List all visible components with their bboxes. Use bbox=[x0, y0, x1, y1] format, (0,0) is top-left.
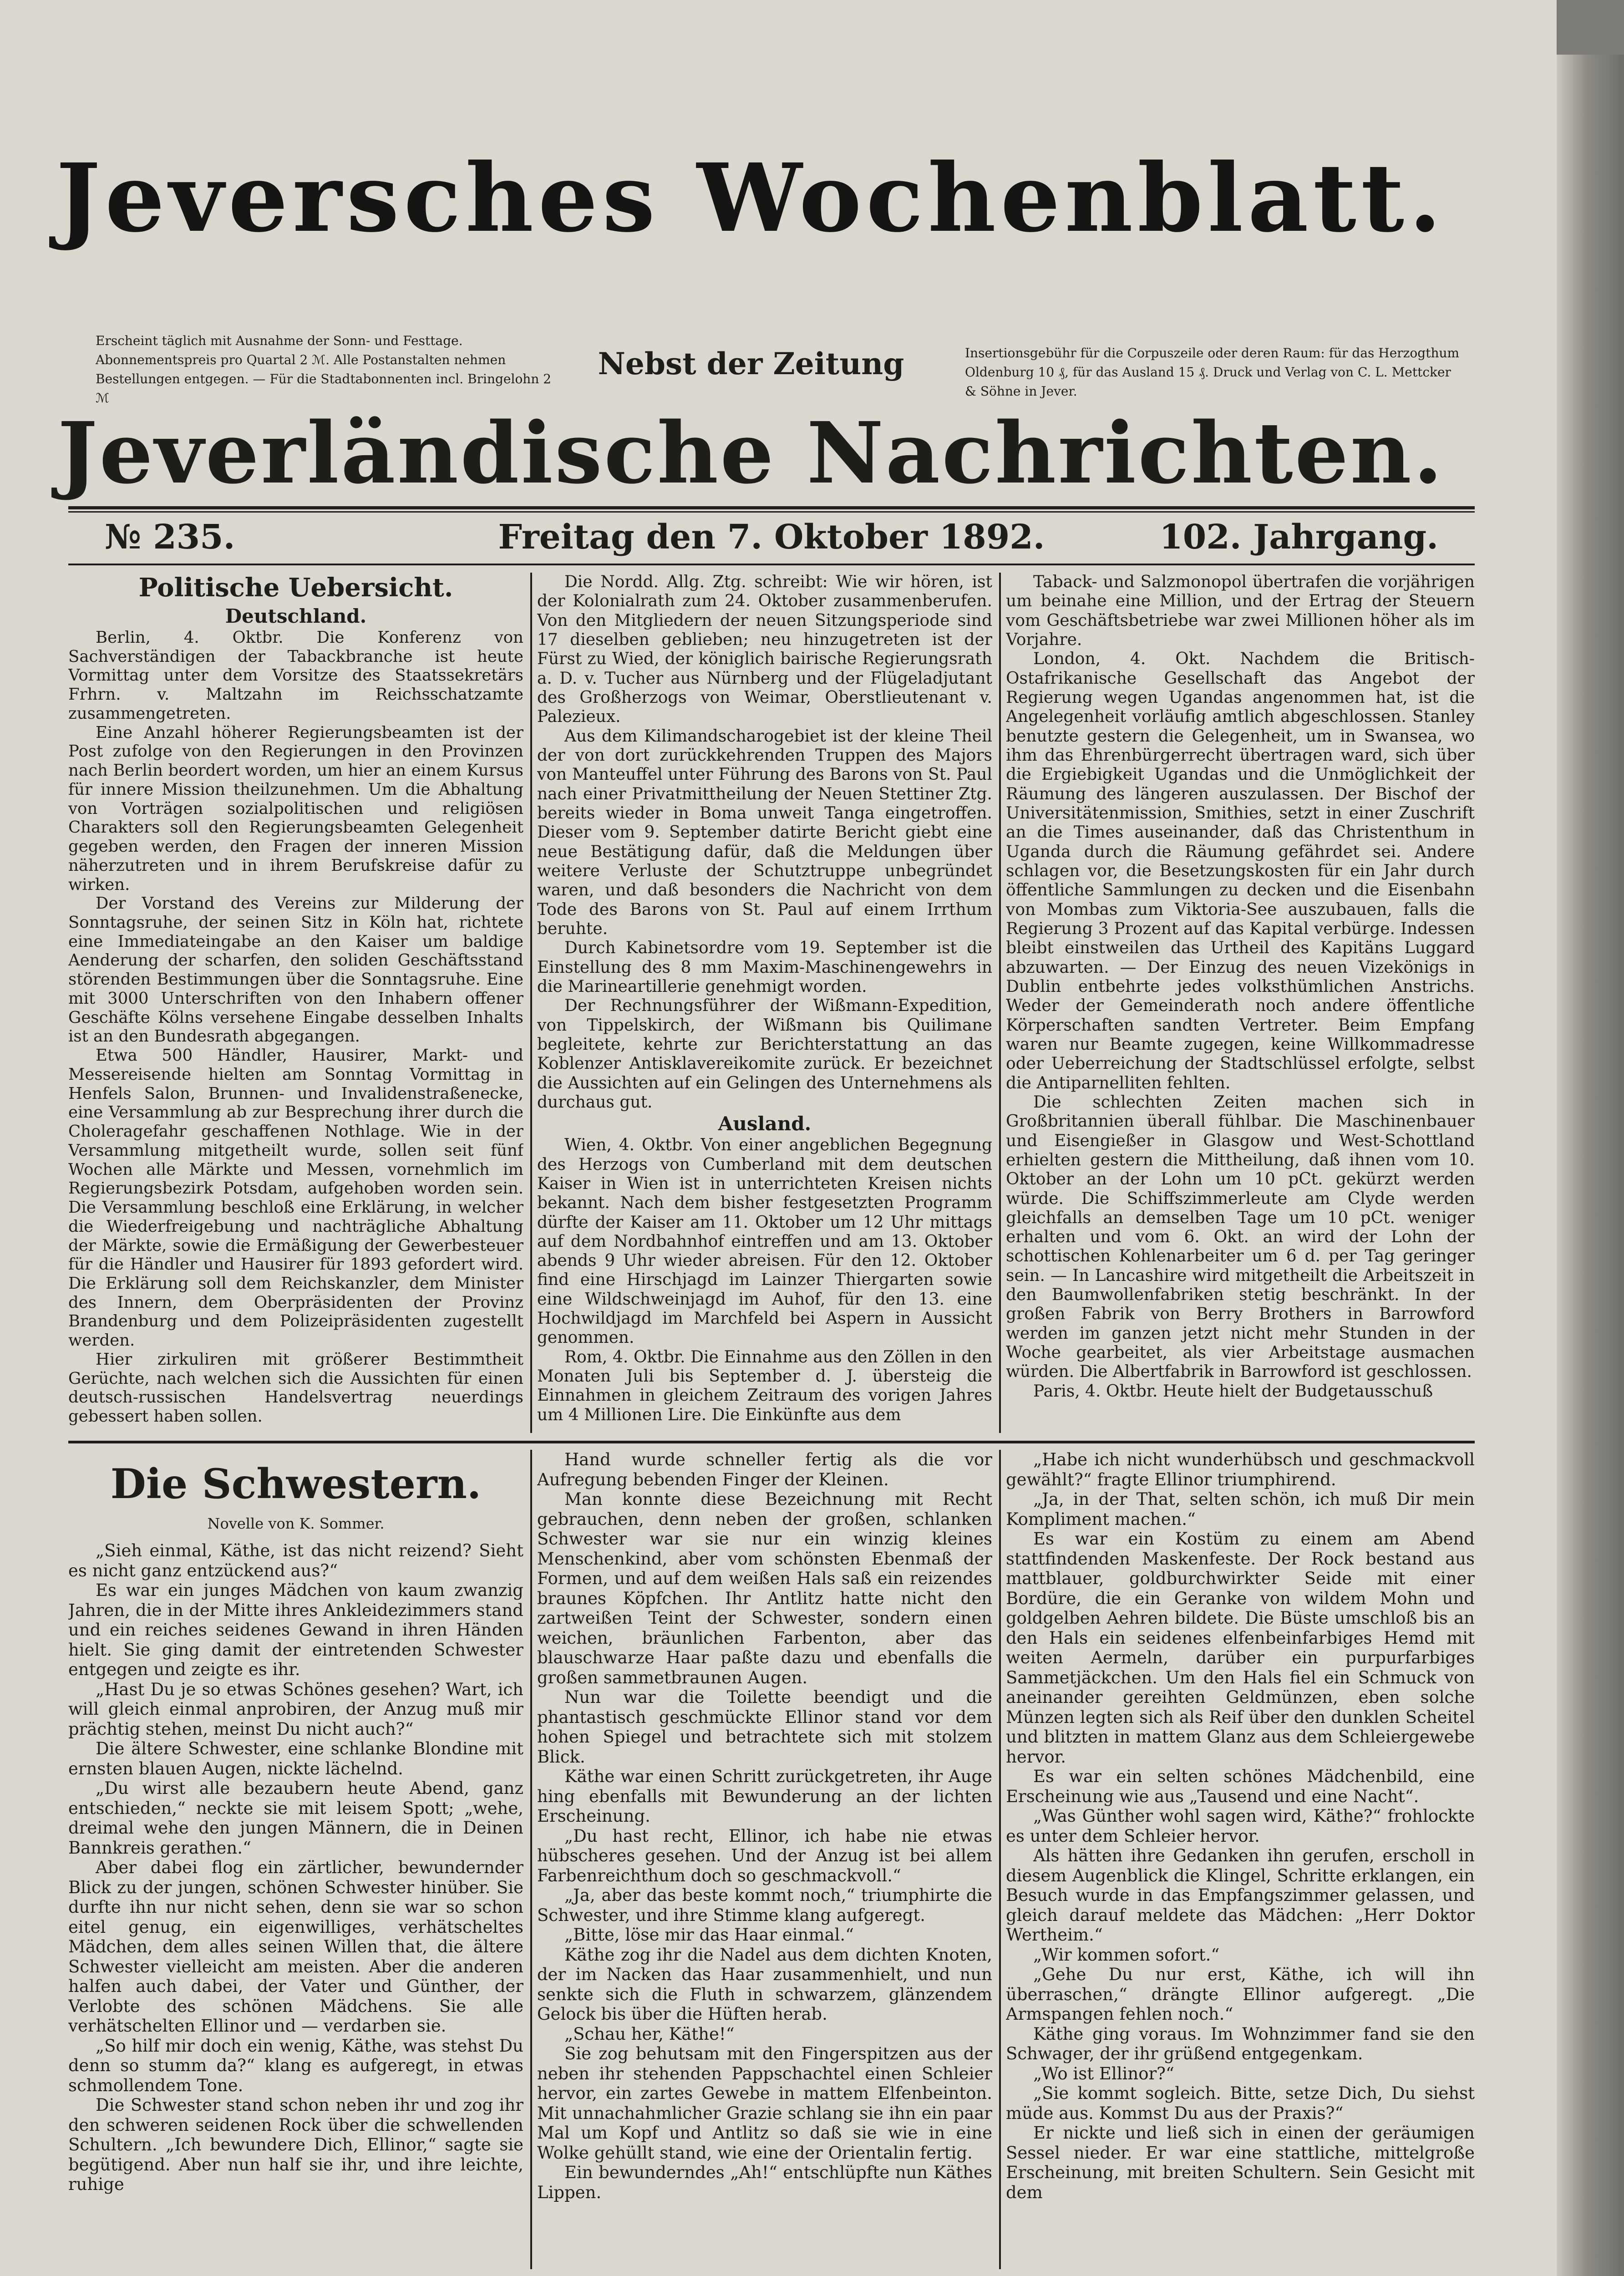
novel-paragraph: Hand wurde schneller fertig als die vor Aufregung bebenden Finger der Kleinen. bbox=[537, 1450, 992, 1489]
rule-dateline-bottom bbox=[68, 564, 1475, 565]
news-paragraph: Berlin, 4. Oktbr. Die Konferenz von Sachverständigen der Tabackbranche ist heute Vormittag unter dem Vorsitze des Staatssekretärs Frhrn. v. Maltzahn im Reichsschatzamte zusammengetreten. bbox=[68, 628, 523, 723]
novel-paragraph: Nun war die Toilette beendigt und die phantastisch geschmückte Ellinor stand vor dem hohen Spiegel und betrachtete sich mit stolzem Blick. bbox=[537, 1687, 992, 1767]
news-paragraph: Der Vorstand des Vereins zur Milderung der Sonntagsruhe, der seinen Sitz in Köln hat, richtete eine Immediateingabe an den Kaiser um baldige Aenderung der scharfen, den soliden Geschäftsstand störenden Bestimmungen über die Sonntagsruhe. Eine mit 3000 Unterschriften von den Inhabern offener Geschäfte Kölns versehene Eingabe desselben Inhalts ist an den Bundesrath abgegangen. bbox=[68, 894, 523, 1046]
dateline bbox=[68, 512, 1475, 562]
novel-paragraph: Er nickte und ließ sich in einen der geräumigen Sessel nieder. Er war eine stattliche, mittelgroße Erscheinung, mit breiten Schultern. Sein Gesicht mit dem bbox=[1006, 2123, 1475, 2202]
news-paragraph: Taback- und Salzmonopol übertrafen die vorjährigen um beinahe eine Million, und der Ertrag der Steuern vom Geschäftsbetriebe war zwei Millionen höher als im Vorjahre. bbox=[1006, 573, 1475, 649]
news-paragraph: Die Nordd. Allg. Ztg. schreibt: Wie wir hören, ist der Kolonialrath zum 24. Oktober zusammenberufen. Von den Mitgliedern der neuen Sitzungsperiode sind 17 dieselben geblieben; neu hinzugetreten ist der Fürst zu Wied, der königlich bairische Regierungsrath a. D. v. Tucher aus Nürnberg und der Flügeladjutant des Großherzogs von Weimar, Oberstlieutenant v. Palezieux. bbox=[537, 573, 992, 726]
novel-column-1 bbox=[68, 1450, 523, 2269]
news-paragraph: Etwa 500 Händler, Hausirer, Markt- und Messereisende hielten am Sonntag Vormittag in Henfels Salon, Brunnen- und Invalidenstraßenecke, eine Versammlung ab zur Besprechung ihrer durch die Choleragefahr geschaffenen Nothlage. Wie in der Versammlung mitgetheilt wurde, sollen seit fünf Wochen alle Märkte und Messen, vornehmlich im Regierungsbezirk Potsdam, aufgehoben worden sein. Die Versammlung beschloß eine Erklärung, in welcher die Wiederfreigebung und nachträgliche Abhaltung der Märkte, sowie die Ermäßigung der Gewerbesteuer für die Händler und Hausirer für 1893 gefordert wird. Die Erklärung soll dem Reichskanzler, dem Minister des Innern, dem Oberpräsidenten der Provinz Brandenburg und dem Polizeipräsidenten zugestellt werden. bbox=[68, 1046, 523, 1350]
novel-paragraph: Die ältere Schwester, eine schlanke Blondine mit ernsten blauen Augen, nickte lächelnd. bbox=[68, 1739, 523, 1778]
novel-paragraph: „Habe ich nicht wunderhübsch und geschmackvoll gewählt?“ fragte Ellinor triumphirend. bbox=[1006, 1450, 1475, 1489]
novel-paragraph: „Schau her, Käthe!“ bbox=[564, 2024, 735, 2044]
subheading-abroad: Ausland. bbox=[718, 1113, 812, 1135]
news-paragraph: London, 4. Okt. Nachdem die Britisch-Ostafrikanische Gesellschaft das Angebot der Regierung wegen Ugandas angenommen hat, ist die Angelegenheit vorläufig amtlich abgeschlossen. Stanley benutzte gestern die Gelegenheit, um in Swansea, wo ihm das Ehrenbürgerrecht übertragen ward, sich über die Ergiebigkeit Ugandas und die Unmöglichkeit der Räumung des längeren auszulassen. Der Bischof der Universitätenmission, Smithies, setzt in einer Zuschrift an die Times auseinander, daß das Christenthum in Uganda durch die Räumung gefährdet sei. Andere schlagen vor, die Besetzungskosten für ein Jahr durch öffentliche Sammlungen zu decken und die Eisenbahn von Mombas zum Viktoria-See auszubauen, falls die Regierung 3 Prozent auf das Kapital verbürge. Indessen bleibt einstweilen das Urtheil des Kapitäns Luggard abzuwarten. — Der Einzug des neuen Vizekönigs in Dublin entbehrte jedes volksthümlichen Anstrichs. Weder der Gemeinderath noch andere öffentliche Körperschaften sandten Vertreter. Beim Empfang waren nur Beamte zugegen, keine Willkommadresse oder Ueberreichung der Stadtschlüssel erfolgte, selbst die Antiparnelliten fehlten. bbox=[1006, 650, 1475, 1092]
section-heading-politics: Politische Uebersicht. bbox=[138, 573, 453, 603]
novel-paragraph: Man konnte diese Bezeichnung mit Recht gebrauchen, denn neben der großen, schlanken Schwester war sie nur ein winzig kleines Menschenkind, aber vom schönsten Ebenmaß der Formen, und auf dem weißen Hals saß ein reizendes braunes Köpfchen. Ihr Antlitz hatte nicht den zartweißen Teint der Schwester, sondern einen weichen, bräunlichen Farbenton, aber das blauschwarze Haar paßte dazu und ebenfalls die großen sammetbraunen Augen. bbox=[537, 1489, 992, 1687]
novel-paragraph: „Hast Du je so etwas Schönes gesehen? Wart, ich will gleich einmal anprobiren, der Anzug muß mir prächtig stehen, meinst Du nicht auch?“ bbox=[68, 1679, 523, 1739]
masthead-subtitle: Jeverländische Nachrichten. bbox=[57, 403, 1445, 503]
novel-byline: Novelle von K. Sommer. bbox=[207, 1515, 385, 1532]
novel-paragraph: Käthe zog ihr die Nadel aus dem dichten Knoten, der im Nacken das Haar zusammenhielt, und nun senkte sich die Fluth in schwarzem, glänzendem Gelock bis über die Hüften herab. bbox=[537, 1945, 992, 2024]
column-divider bbox=[530, 1450, 532, 2269]
issue-date: Freitag den 7. Oktober 1892. bbox=[498, 518, 1045, 557]
novel-paragraph: „Sieh einmal, Käthe, ist das nicht reizend? Sieht es nicht ganz entzückend aus?“ bbox=[68, 1541, 523, 1580]
news-paragraph: Rom, 4. Oktbr. Die Einnahme aus den Zöllen in den Monaten Juli bis September d. J. übersteig die Einnahmen in gleichem Zeitraum des vorigen Jahres um 4 Millionen Lire. Die Einkünfte aus dem bbox=[537, 1347, 992, 1424]
column-divider bbox=[999, 573, 1001, 1433]
novel-paragraph: Es war ein junges Mädchen von kaum zwanzig Jahren, die in der Mitte ihres Ankleidezimmers stand und ein reiches seidenes Gewand in ihren Händen hielt. Sie ging damit der eintretenden Schwester entgegen und zeigte es ihr. bbox=[68, 1580, 523, 1679]
news-paragraph: Der Rechnungsführer der Wißmann-Expedition, von Tippelskirch, der Wißmann bis Quilimane begleitete, kehrte zur Berichterstattung an das Koblenzer Antisklavereikomite zurück. Er bezeichnet die Aussichten auf ein Gelingen des Unternehmens als durchaus gut. bbox=[537, 996, 992, 1112]
novel-paragraph: „Wir kommen sofort.“ bbox=[1033, 1945, 1220, 1965]
news-paragraph: Die schlechten Zeiten machen sich in Großbritannien überall fühlbar. Die Maschinenbauer und Eisengießer in Glasgow und West-Schottland erhielten gestern die Mittheilung, daß ihnen vom 10. Oktober an der Lohn um 10 pCt. gekürzt werden würde. Die Schiffszimmerleute am Clyde werden gleichfalls an demselben Tage um 10 pCt. weniger erhalten und vom 6. Okt. an wird der Lohn der schottischen Kohlenarbeiter um 6 d. per Tag geringer sein. — In Lancashire wird mitgetheilt die Arbeitszeit in den Baumwollenfabriken stetig beschränkt. In der großen Fabrik von Berry Brothers in Barrowford werden im ganzen jetzt nicht mehr Stunden in der Woche gearbeitet, als vier Arbeitstage ausmachen würden. Die Albertfabrik in Barrowford ist geschlossen. bbox=[1006, 1092, 1475, 1382]
novel-paragraph: „Wo ist Ellinor?“ bbox=[1033, 2063, 1174, 2083]
column-divider bbox=[530, 573, 532, 1433]
novel-paragraph: Als hätten ihre Gedanken ihn gerufen, erscholl in diesem Augenblick die Klingel, Schritte erklangen, ein Besuch wurde in das Empfangszimmer gelassen, und gleich darauf meldete das Mädchen: „Herr Doktor Wertheim.“ bbox=[1006, 1846, 1475, 1945]
news-column-2 bbox=[537, 573, 992, 1433]
news-paragraph: Eine Anzahl höherer Regierungsbeamten ist der Post zufolge von den Regierungen in den Provinzen nach Berlin beordert worden, um hier an einem Kursus für innere Mission theilzunehmen. Um die Abhaltung von Vorträgen sozialpolitischen und religiösen Charakters soll den Regierungsbeamten Gelegenheit gegeben werden, den Fragen der inneren Mission näherzutreten und in ihrem Berufskreise dafür zu wirken. bbox=[68, 723, 523, 894]
novel-paragraph: „Bitte, löse mir das Haar einmal.“ bbox=[564, 1925, 854, 1945]
volume-number: 102. Jahrgang. bbox=[1159, 518, 1438, 557]
subscription-info: Erscheint täglich mit Ausnahme der Sonn- und Festtage. Abonnementspreis pro Quartal 2 ℳ. Alle Postanstalten nehmen Bestellungen entgegen. — Für die Stadtabonnenten incl. Bringelohn 2 ℳ bbox=[96, 333, 552, 406]
masthead-center-note: Nebst der Zeitung bbox=[598, 346, 904, 381]
news-paragraph: Paris, 4. Oktbr. Heute hielt der Budgetausschuß bbox=[1033, 1382, 1433, 1401]
novel-paragraph: Käthe war einen Schritt zurückgetreten, ihr Auge hing ebenfalls mit Bewunderung an der lichten Erscheinung. bbox=[537, 1767, 992, 1826]
novel-paragraph: Es war ein selten schönes Mädchenbild, eine Erscheinung wie aus „Tausend und eine Nacht“. bbox=[1006, 1767, 1475, 1806]
news-paragraph: Wien, 4. Oktbr. Von einer angeblichen Begegnung des Herzogs von Cumberland mit dem deutschen Kaiser in Wien ist in unterrichteten Kreisen nichts bekannt. Nach dem bisher festgesetzten Programm dürfte der Kaiser am 11. Oktober um 12 Uhr mittags auf dem Nordbahnhof eintreffen und am 13. Oktober abends 9 Uhr wieder abreisen. Für den 12. Oktober find eine Hirschjagd im Lainzer Thiergarten sowie eine Wildschweinjagd im Auhof, für den 13. eine Hochwildjagd im Marchfeld bei Aspern in Aussicht genommen. bbox=[537, 1136, 992, 1347]
news-paragraph: Durch Kabinetsordre vom 19. September ist die Einstellung des 8 mm Maxim-Maschinengewehrs in die Marineartillerie genehmigt worden. bbox=[537, 939, 992, 996]
novel-column-3 bbox=[1006, 1450, 1475, 2269]
novel-title: Die Schwestern. bbox=[110, 1460, 482, 1508]
novel-paragraph: „Ja, aber das beste kommt noch,“ triumphirte die Schwester, und ihre Stimme klang aufgeregt. bbox=[537, 1885, 992, 1925]
news-paragraph: Aus dem Kilimandscharogebiet ist der kleine Theil der von dort zurückkehrenden Truppen des Majors von Manteuffel unter Führung des Barons von St. Paul nach einer Privatmittheilung der Neuen Stettiner Ztg. bereits wieder in Boma unweit Tanga eingetroffen. Dieser vom 9. September datirte Bericht giebt eine neue Bestätigung dafür, daß die Meldungen über weitere Verluste der Schutztruppe unbegründet waren, und daß besonders die Nachricht von dem Tode des Barons von St. Paul auf einem Irrthum beruhte. bbox=[537, 726, 992, 938]
column-divider bbox=[999, 1450, 1001, 2269]
novel-paragraph: „Ja, in der That, selten schön, ich muß Dir mein Kompliment machen.“ bbox=[1006, 1489, 1475, 1529]
novel-paragraph: Sie zog behutsam mit den Fingerspitzen aus der neben ihr stehenden Pappschachtel einen Schleier hervor, ein zartes Gewebe in mattem Elfenbeinton. Mit unnachahmlicher Grazie schlang sie ihn ein paar Mal um Kopf und Antlitz so daß sie wie in eine Wolke gehüllt stand, wie eine der Orientalin fertig. bbox=[537, 2044, 992, 2163]
news-column-1 bbox=[68, 573, 523, 1433]
rule-top-thick bbox=[68, 506, 1475, 509]
masthead-title: Jeversches Wochenblatt. bbox=[56, 143, 1446, 253]
issue-number: № 235. bbox=[105, 518, 235, 557]
novel-paragraph: „Was Günther wohl sagen wird, Käthe?“ frohlockte es unter dem Schleier hervor. bbox=[1006, 1806, 1475, 1846]
rule-feuilleton bbox=[68, 1441, 1475, 1443]
novel-paragraph: Aber dabei flog ein zärtlicher, bewundernder Blick zu der jungen, schönen Schwester hinüber. Sie durfte ihn nur nicht sehen, denn sie war so schon eitel genug, ein eigenwilliges, verhätscheltes Mädchen, dem alles seinen Willen that, die ältere Schwester vielleicht am meisten. Aber die anderen halfen auch dabei, der Vater und Günther, der Verlobte des schönen Mädchens. Sie alle verhätschelten Ellinor und — verdarben sie. bbox=[68, 1858, 523, 2036]
novel-paragraph: Ein bewunderndes „Ah!“ entschlüpfte nun Käthes Lippen. bbox=[537, 2163, 992, 2202]
novel-column-2 bbox=[537, 1450, 992, 2269]
novel-paragraph: „Du wirst alle bezaubern heute Abend, ganz entschieden,“ neckte sie mit leisem Spott; „wehe, dreimal wehe den jungen Männern, die in Deinen Bannkreis gerathen.“ bbox=[68, 1778, 523, 1858]
novel-paragraph: „Sie kommt sogleich. Bitte, setze Dich, Du siehst müde aus. Kommst Du aus der Praxis?“ bbox=[1006, 2083, 1475, 2123]
news-paragraph: Hier zirkuliren mit größerer Bestimmtheit Gerüchte, nach welchen sich die Aussichten für einen deutsch-russischen Handelsvertrag neuerdings gebessert haben sollen. bbox=[68, 1350, 523, 1426]
novel-paragraph: „So hilf mir doch ein wenig, Käthe, was stehst Du denn so stumm da?“ klang es aufgeregt, in etwas schmollendem Tone. bbox=[68, 2036, 523, 2095]
subheading-germany: Deutschland. bbox=[225, 605, 367, 627]
advertising-info: Insertionsgebühr für die Corpuszeile oder deren Raum: für das Herzogthum Oldenburg 10 ₰, für das Ausland 15 ₰. Druck und Verlag von C. L. Mettcker & Söhne in Jever. bbox=[965, 345, 1460, 399]
novel-paragraph: Die Schwester stand schon neben ihr und zog ihr den schweren seidenen Rock über die schwellenden Schultern. „Ich bewundere Dich, Ellinor,“ sagte sie begütigend. Aber nun half sie ihr, und ihre leichte, ruhige bbox=[68, 2095, 523, 2194]
news-column-3 bbox=[1006, 573, 1475, 1433]
novel-paragraph: „Du hast recht, Ellinor, ich habe nie etwas hübscheres gesehen. Und der Anzug ist bei allem Farbenreichthum doch so geschmackvoll.“ bbox=[537, 1826, 992, 1885]
novel-paragraph: „Gehe Du nur erst, Käthe, ich will ihn überraschen,“ drängte Ellinor aufgeregt. „Die Armspangen fehlen noch.“ bbox=[1006, 1965, 1475, 2024]
page-stack-edge bbox=[1557, 55, 1624, 2276]
novel-paragraph: Es war ein Kostüm zu einem am Abend stattfindenden Maskenfeste. Der Rock bestand aus mattblauer, goldburchwirkter Seide mit einer Bordüre, die ein Geranke von wildem Mohn und goldgelben Aehren bildete. Die Büste umschloß bis an den Hals ein seidenes elfenbeinfarbiges Hemd mit weiten Aermeln, darüber ein purpurfarbiges Sammetjäckchen. Um den Hals fiel ein Schmuck von aneinander gereihten Geldmünzen, eben solche Münzen legten sich als Reif über den dunklen Scheitel und blitzten in mattem Glanz aus dem Schleiergewebe hervor. bbox=[1006, 1529, 1475, 1767]
novel-paragraph: Käthe ging voraus. Im Wohnzimmer fand sie den Schwager, der ihr grüßend entgegenkam. bbox=[1006, 2024, 1475, 2063]
